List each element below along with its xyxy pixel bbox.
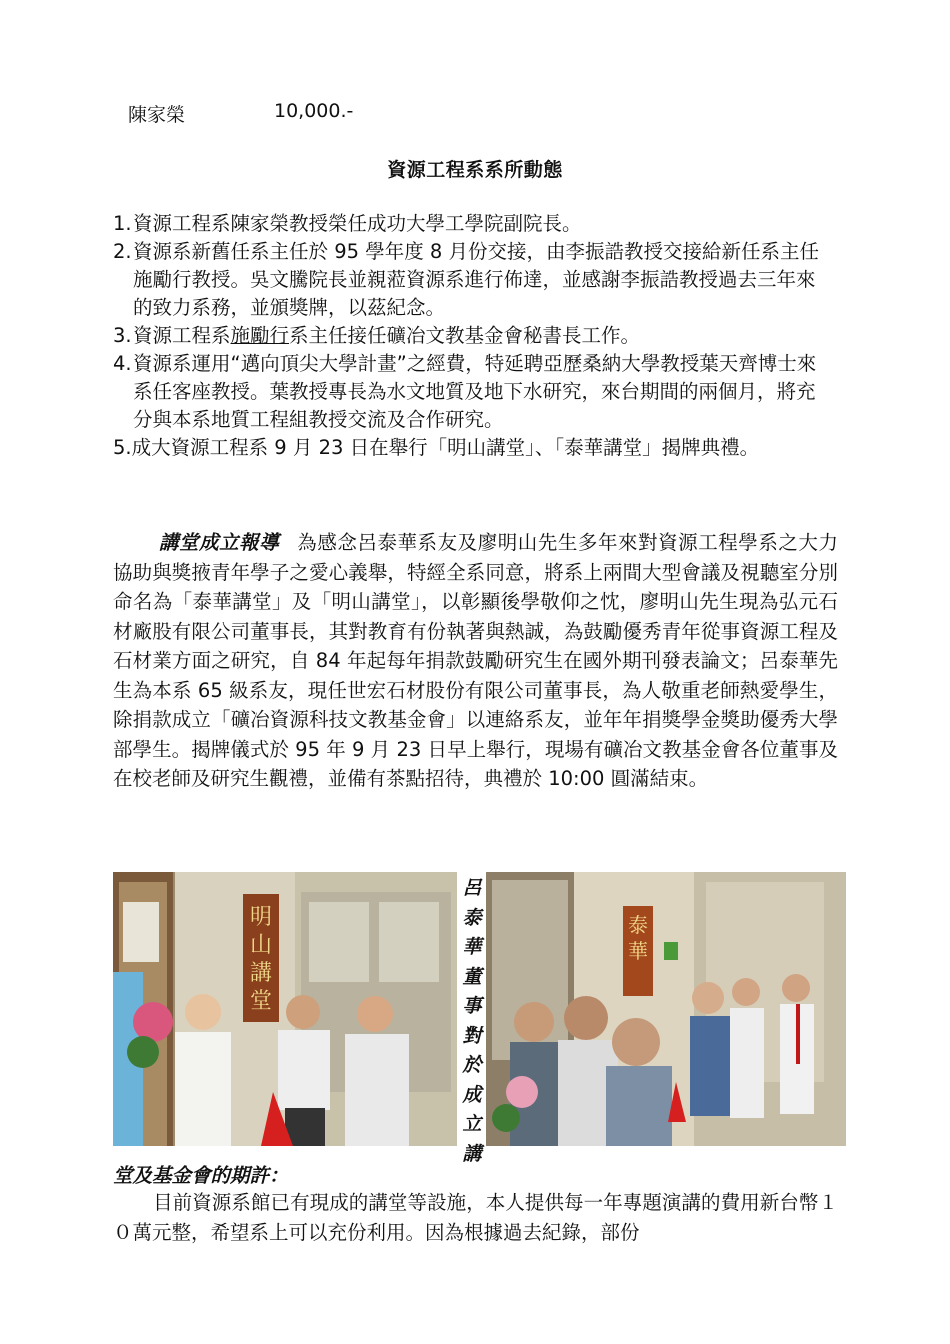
news-number: 2. bbox=[113, 240, 132, 263]
news-item bbox=[113, 434, 833, 462]
svg-text:講: 講 bbox=[249, 961, 273, 986]
news-item bbox=[113, 322, 833, 350]
news-text-pre: 資源工程系 bbox=[133, 324, 231, 347]
photo-caption-tail: 堂及基金會的期許： bbox=[113, 1164, 289, 1187]
caption-char: 董 bbox=[462, 965, 482, 988]
news-text-underlined: 施勵行 bbox=[230, 324, 290, 347]
svg-text:山: 山 bbox=[249, 933, 273, 958]
photo-taihua-illustration bbox=[486, 872, 846, 1146]
photo-mingshan-illustration bbox=[113, 872, 457, 1146]
caption-char: 成 bbox=[462, 1083, 482, 1106]
section-title: 資源工程系系所動態 bbox=[387, 159, 563, 181]
svg-text:華: 華 bbox=[628, 939, 648, 963]
news-text-post: 系主任接任礦冶文教基金會秘書長工作。 bbox=[289, 324, 641, 347]
news-item bbox=[113, 210, 833, 238]
svg-text:明: 明 bbox=[249, 905, 273, 930]
report-paragraph bbox=[113, 528, 838, 794]
news-text: 資源系新舊任系主任於 95 學年度 8 月份交接，由李振誥教授交接給新任系主任施勵行教授。吳文騰院長並親蒞資源系進行佈達，並感謝李振誥教授過去三年來的致力系務，並頒獎牌，以茲紀念。 bbox=[133, 240, 820, 319]
news-text: 資源工程系陳家榮教授榮任成功大學工學院副院長。 bbox=[133, 212, 582, 235]
caption-char: 呂 bbox=[462, 877, 482, 899]
news-item bbox=[113, 238, 833, 322]
photo-taihua-hall bbox=[486, 872, 846, 1146]
caption-char: 於 bbox=[462, 1054, 482, 1076]
photo-mingshan-hall bbox=[113, 872, 457, 1146]
news-text: 資源系運用“邁向頂尖大學計畫”之經費，特延聘亞歷桑納大學教授葉天齊博士來系任客座教授。葉教授專長為水文地質及地下水研究，來台期間的兩個月，將充分與本系地質工程組教授交流及合作研究。 bbox=[133, 352, 817, 431]
news-number: 3. bbox=[113, 324, 132, 347]
svg-text:泰: 泰 bbox=[628, 913, 648, 937]
caption-char: 華 bbox=[462, 936, 482, 958]
donor-name: 陳家榮 bbox=[128, 104, 186, 126]
caption-char: 泰 bbox=[462, 906, 482, 929]
caption-char: 事 bbox=[462, 995, 482, 1017]
caption-char: 對 bbox=[462, 1024, 482, 1047]
photo-caption-vertical bbox=[460, 874, 484, 1169]
news-number: 4. bbox=[113, 352, 132, 375]
news-number: 5. bbox=[113, 436, 132, 459]
news-text: 成大資源工程系 9 月 23 日在舉行「明山講堂」、「泰華講堂」揭牌典禮。 bbox=[131, 436, 760, 459]
report-body: 為感念呂泰華系友及廖明山先生多年來對資源工程學系之大力協助與獎掖青年學子之愛心義舉，特經全系同意，將系上兩間大型會議及視聽室分別命名為「泰華講堂」及「明山講堂」，以彰顯後學敬仰之忱，廖明山先生現為弘元石材廠股有限公司董事長，其對教育有份執著與熱誠，為鼓勵優秀青年從事資源工程及石材業方面之研究，自 84 年起每年捐款鼓勵研究生在國外期刊發表論文；呂泰華先生為本系 65 級系友，現任世宏石材股份有限公司董事長，為人敬重老師熱愛學生，除捐款成立「礦冶資源科技文教基金會」以連絡系友，並年年捐獎學金獎助優秀大學部學生。揭牌儀式於 95 年 9 月 23 日早上舉行，現場有礦冶文教基金會各位董事及在校老師及研究生觀禮，並備有茶點招待，典禮於 10:00 圓滿結束。 bbox=[113, 531, 838, 790]
report-lead: 講堂成立報導 bbox=[159, 531, 280, 554]
caption-char: 講 bbox=[462, 1142, 482, 1165]
closing-paragraph bbox=[113, 1188, 838, 1247]
news-item bbox=[113, 350, 833, 434]
caption-char: 立 bbox=[462, 1113, 482, 1135]
donor-amount: 10,000.- bbox=[274, 100, 354, 122]
svg-text:堂: 堂 bbox=[249, 989, 273, 1014]
news-number: 1. bbox=[113, 212, 132, 235]
closing-text: 目前資源系館已有現成的講堂等設施，本人提供每一年專題演講的費用新台幣１０萬元整，希望系上可以充份利用。因為根據過去紀錄，部份 bbox=[113, 1191, 838, 1244]
news-list bbox=[113, 210, 833, 462]
